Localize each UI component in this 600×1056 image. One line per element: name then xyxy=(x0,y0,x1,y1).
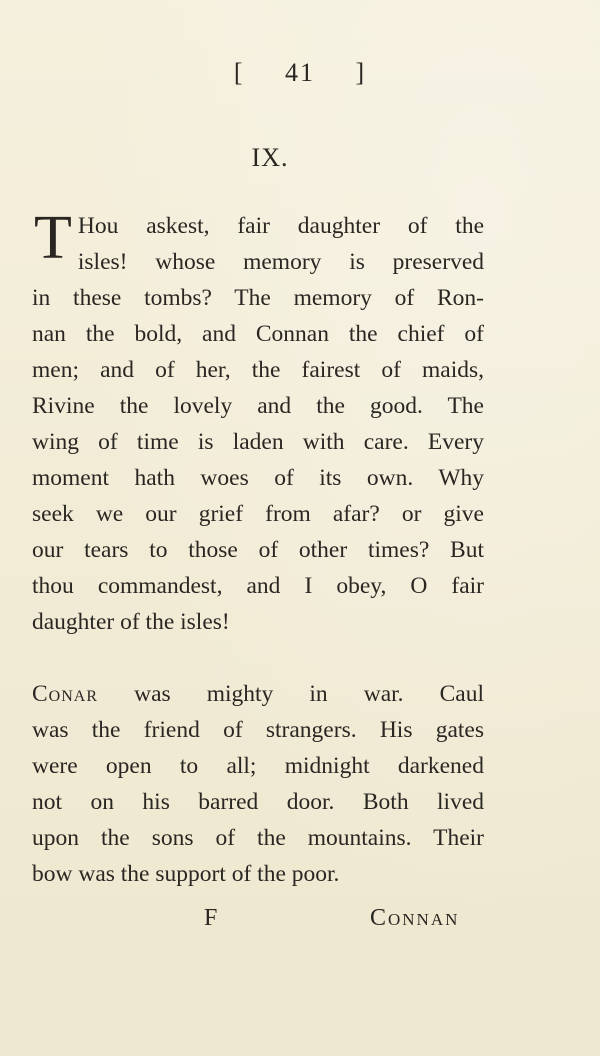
page-number-value: 41 xyxy=(285,58,315,87)
paragraph-1-line: our tears to those of other times? But xyxy=(32,537,484,563)
paragraph-1-line: Rivine the lovely and the good. The xyxy=(32,393,484,419)
paragraph-2-line: was the friend of strangers. His gates xyxy=(32,717,484,743)
paragraph-1-line: Hou askest, fair daughter of the xyxy=(77,213,484,239)
paragraph-1-line: daughter of the isles! xyxy=(32,609,230,635)
paragraph-1-line: men; and of her, the fairest of maids, xyxy=(32,357,484,383)
drop-cap: T xyxy=(34,204,72,272)
paragraph-2-line: were open to all; midnight darkened xyxy=(32,753,484,779)
paragraph-1-line: moment hath woes of its own. Why xyxy=(32,465,484,491)
paragraph-2-line: not on his barred door. Both lived xyxy=(32,789,484,815)
paragraph-1-line: in these tombs? The memory of Ron- xyxy=(32,285,484,311)
paragraph-2-first-line xyxy=(32,676,484,712)
paragraph-1 xyxy=(32,204,484,640)
paragraph-1-line: seek we our grief from afar? or give xyxy=(32,501,484,527)
lead-word: Conar xyxy=(32,681,99,707)
paragraph-1-line: nan the bold, and Connan the chief of xyxy=(32,321,484,347)
catchword: Connan xyxy=(370,905,460,931)
paragraph-1-line: thou commandest, and I obey, O fair xyxy=(32,573,484,599)
section-heading: IX. xyxy=(251,143,289,172)
page-number-close-bracket: ] xyxy=(355,58,367,87)
page-number xyxy=(0,58,600,88)
page-number-open-bracket: [ xyxy=(233,58,245,87)
first-line-rest: was mighty in war. Caul xyxy=(134,681,484,707)
paragraph-2 xyxy=(32,676,484,892)
signature-mark: F xyxy=(204,905,218,931)
paragraph-1-line: wing of time is laden with care. Every xyxy=(32,429,484,455)
paragraph-1-line: isles! whose memory is preserved xyxy=(77,249,484,275)
paragraph-2-line: upon the sons of the mountains. Their xyxy=(32,825,484,851)
paragraph-2-line: bow was the support of the poor. xyxy=(32,861,340,887)
